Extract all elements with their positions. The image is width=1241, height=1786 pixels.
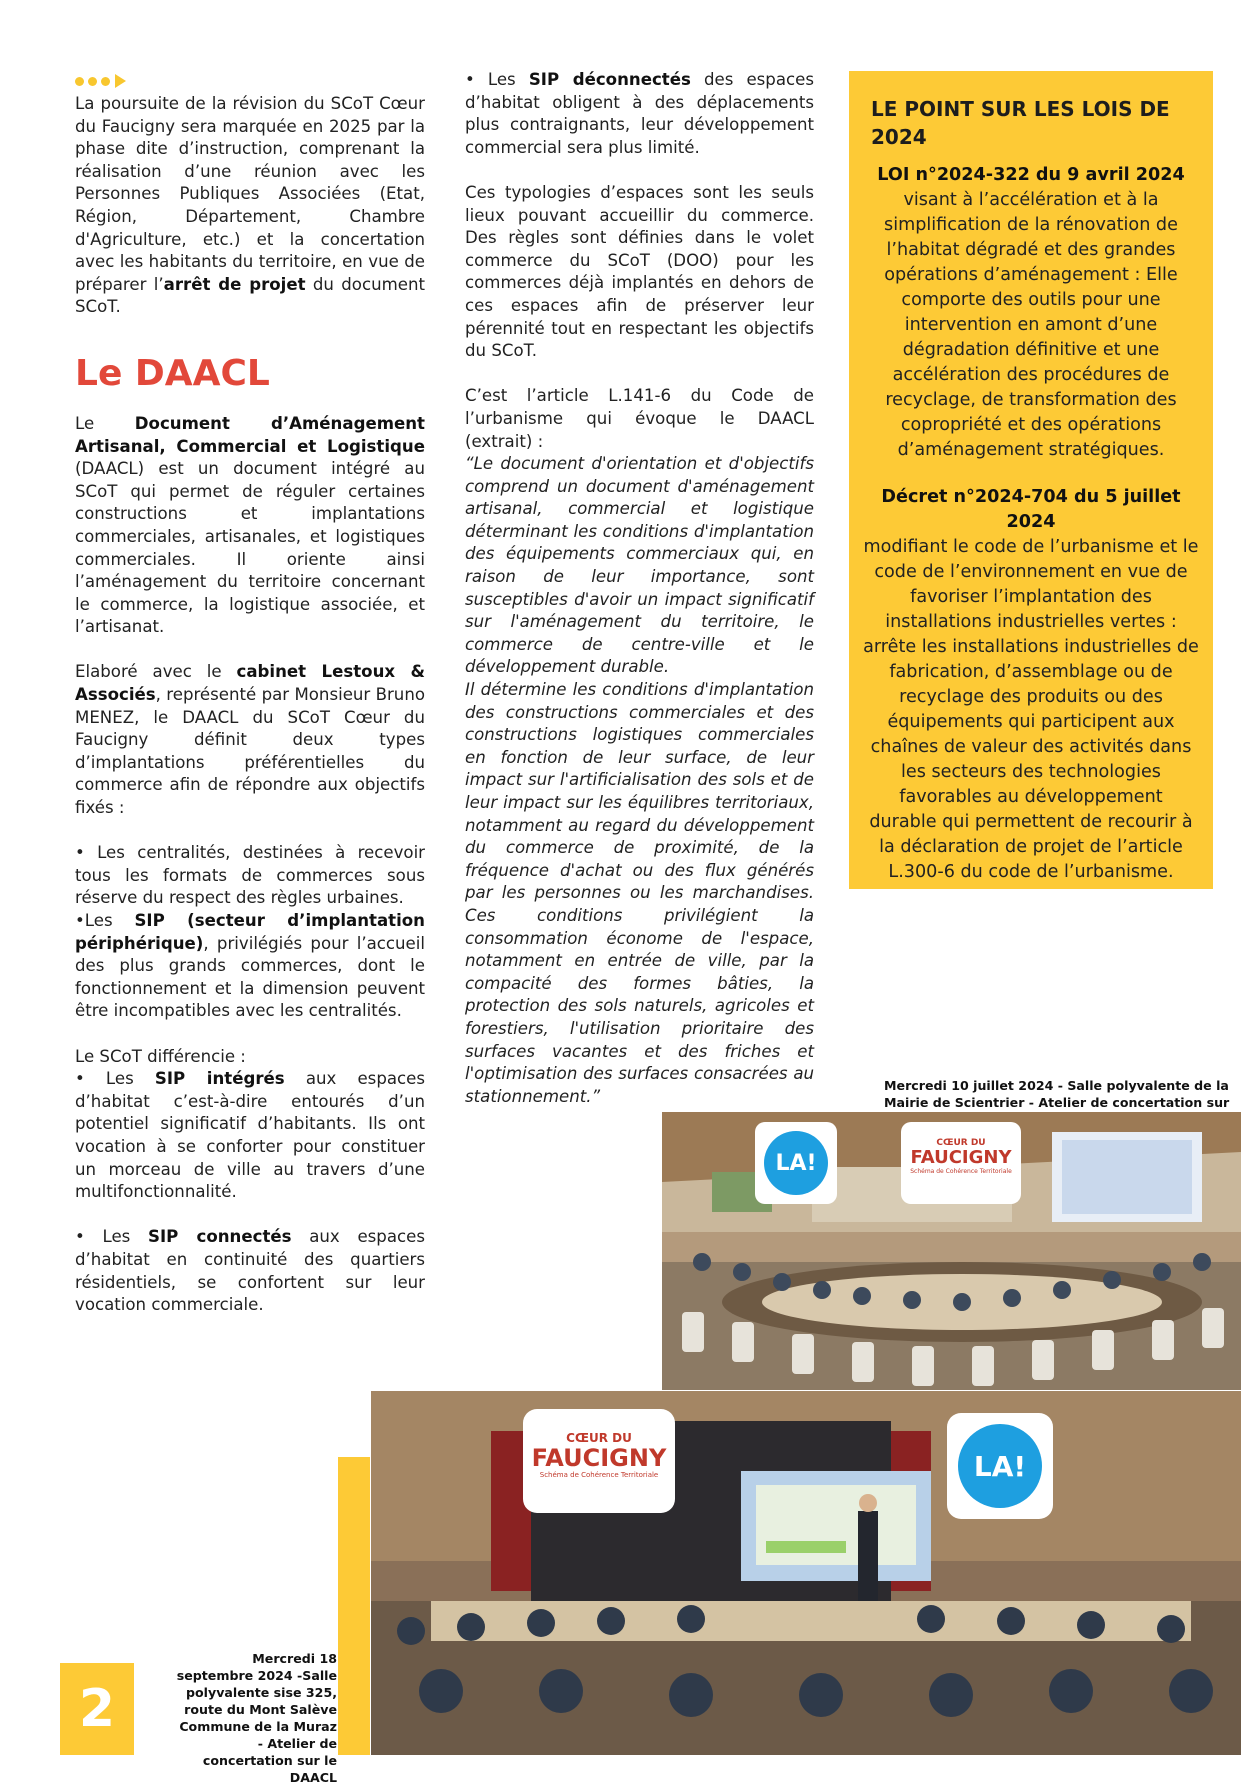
daacl-definition: Le Document d’Aménagement Artisanal, Commercial et Logistique (DAACL) est un document intégré au SCoT qui permet de réguler certaines constructions et implantations commerciales, artisanales, et logistiques commerciales. Il oriente ainsi l’aménagement du territoire concernant le commerce, la logistique associée, et l’artisanat. — [75, 413, 425, 637]
coeur-du-faucigny-logo-large: CŒUR DU FAUCIGNY Schéma de Cohérence Territoriale — [523, 1409, 675, 1513]
middle-column — [465, 69, 814, 1108]
photo-caption-top: Mercredi 10 juillet 2024 - Salle polyvalente de la Mairie de Scientrier - Atelier de concertation sur — [884, 1078, 1230, 1110]
meeting-photo-scientrier — [662, 1112, 1241, 1390]
lai-logo-large: LA! — [947, 1413, 1053, 1519]
coeur-du-faucigny-logo: CŒUR DU FAUCIGNY Schéma de Cohérence Territoriale — [901, 1122, 1021, 1204]
decorative-dots-arrow-icon — [75, 75, 425, 87]
quote-part-2: Il détermine les conditions d'implantation des constructions commerciales et des constructions logistiques commerciales en fonction de leur surface, de leur impact sur l'artificialisation des sols et de leur impact sur les équilibres territoriaux, notamment au regard du développement du commerce de proximité, de la fréquence d'achat ou des flux générés par les personnes ou les marchandises. Ces conditions privilégient la consommation économe de l'espace, notamment en entrée de ville, par la compacité des formes bâties, la protection des sols naturels, agricoles et forestiers, l'utilisation prioritaire des surfaces vacantes et des friches et l'optimisation des surfaces consacrées au stationnement.” — [465, 680, 814, 1106]
typologies-paragraph: Ces typologies d’espaces sont les seuls lieux pouvant accueillir du commerce. Des règles sont définies dans le volet commerce du SCoT (DOO) pour les commerces déjà implantés en dehors de ces espaces afin de préserver leur pérennité tout en respectant les objectifs du SCoT. — [465, 182, 814, 361]
bullet-centralites: • Les centralités, destinées à recevoir tous les formats de commerces sous réserve du respect des règles urbaines. — [75, 843, 425, 908]
box-title: LE POINT SUR LES LOIS DE 2024 — [871, 97, 1170, 149]
article-paragraph: C’est l’article L.141-6 du Code de l’urbanisme qui évoque le DAACL (extrait) : — [465, 386, 814, 451]
decret-text: modifiant le code de l’urbanisme et le code de l’environnement en vue de favoriser l’implantation des installations industrielles vertes : arrête les installations industrielles de fabrication, d’assemblage ou de recyclage des produits ou des équipements qui participent aux chaînes de valeur des activités dans les secteurs des technologies favorables au développement durable qui permettent de recourir à la déclaration de projet de l’article L.300-6 du code de l’urbanisme. — [863, 537, 1199, 882]
box-body — [863, 163, 1199, 885]
laws-2024-box — [849, 71, 1213, 889]
elabore-paragraph: Elaboré avec le cabinet Lestoux & Associés, représenté par Monsieur Bruno MENEZ, le DAACL du SCoT Cœur du Faucigny définit deux types d’implantations préférentielles du commerce afin de répondre aux objectifs fixés : — [75, 662, 425, 818]
section-heading: Le DAACL — [75, 352, 270, 394]
decorative-yellow-bar — [338, 1457, 370, 1755]
scot-differencie: Le SCoT différencie : — [75, 1046, 246, 1066]
bullet-sip-connectes: • Les SIP connectés aux espaces d’habitat en continuité des quartiers résidentiels, se confortent sur leur vocation commerciale. — [75, 1227, 425, 1315]
loi-title: LOI n°2024-322 du 9 avril 2024 — [877, 165, 1185, 185]
left-column — [75, 75, 425, 1317]
lai-logo: LA! — [755, 1122, 837, 1204]
bullet-sip-deconnectes: • Les SIP déconnectés des espaces d’habitat obligent à des déplacements plus contraignants, leur développement commercial sera plus limité. — [465, 70, 814, 157]
page-number: 2 — [60, 1663, 134, 1755]
bullet-sip-peripherique: •Les SIP (secteur d’implantation périphérique), privilégiés pour l’accueil des plus grands commerces, dont le fonctionnement et la dimension peuvent être incompatibles avec les centralités. — [75, 911, 425, 1021]
quote-part-1: “Le document d'orientation et d'objectifs comprend un document d'aménagement artisanal, commercial et logistique déterminant les conditions d'implantation des équipements commerciaux qui, en raison de leur importance, sont susceptibles d'avoir un impact significatif sur l'aménagement du territoire, le commerce de centre-ville et le développement durable. — [465, 454, 814, 677]
loi-text: visant à l’accélération et à la simplification de la rénovation de l’habitat dégradé et des grandes opérations d’aménagement : Elle comporte des outils pour une intervention en amont d’une dégradation définitive et une accélération des procédures de recyclage, de transformation des copropriété et des opérations d’aménagement stratégiques. — [884, 190, 1178, 460]
meeting-photo-la-muraz — [371, 1391, 1241, 1755]
photo-caption-bottom: Mercredi 18 septembre 2024 -Salle polyvalente sise 325, route du Mont Salève Commune de la Muraz - Atelier de concertation sur le DAACL — [176, 1651, 337, 1785]
decret-title: Décret n°2024-704 du 5 juillet 2024 — [881, 487, 1181, 532]
bullet-sip-integres: • Les SIP intégrés aux espaces d’habitat c’est-à-dire entourés d’un potentiel significatif d’habitants. Ils ont vocation à se conforter pour constituer un morceau de ville au travers d’une multifonctionnalité. — [75, 1069, 425, 1202]
intro-paragraph: La poursuite de la révision du SCoT Cœur du Faucigny sera marquée en 2025 par la phase dite d’instruction, comprenant la réalisation d’une réunion avec les Personnes Publiques Associées (Etat, Région, Département, Chambre d'Agriculture, etc.) et la concertation avec les habitants du territoire, en vue de préparer l’arrêt de projet du document SCoT. — [75, 94, 425, 317]
